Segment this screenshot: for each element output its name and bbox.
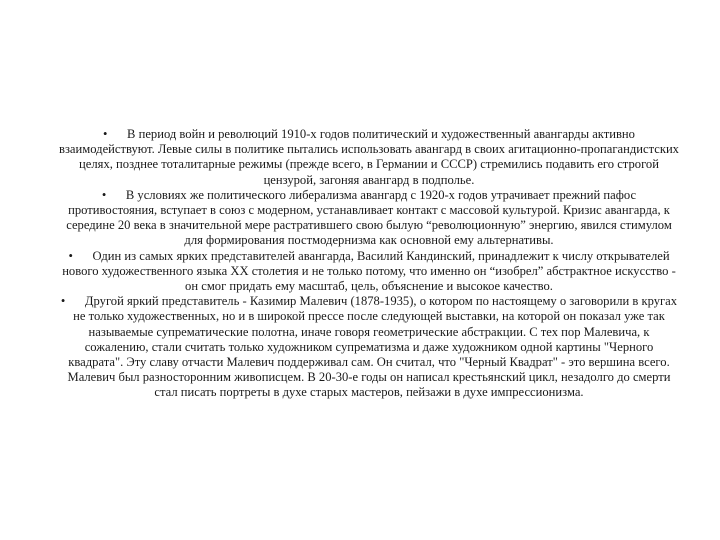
bullet-list <box>56 127 682 401</box>
bullet-icon: • <box>103 127 108 141</box>
bullet-item-4 <box>56 294 682 400</box>
bullet-text-1: В период войн и революций 1910-х годов политический и художественный авангарды активно взаимодействуют. Левые силы в политике пытались использовать авангард в своих агитационно-пропагандистских целях, позднее тоталитарные режимы (прежде всего, в Германии и СССР) стремились подавить его строгой цензурой, загоняя авангард в подполье. <box>59 127 679 187</box>
bullet-text-2: В условиях же политического либерализма авангард с 1920-х годов утрачивает прежний пафос противостояния, вступает в союз с модерном, устанавливает контакт с массовой культурой. Кризис авангарда, к середине 20 века в значительной мере растратившего свою былую “революционную” энергию, явился стимулом для формирования постмодернизма как основной ему альтернативы. <box>66 187 672 248</box>
bullet-icon: • <box>60 294 66 309</box>
bullet-item-1 <box>56 127 682 188</box>
bullet-item-2 <box>56 188 682 249</box>
bullet-item-3 <box>56 249 682 295</box>
bullet-icon: • <box>68 248 73 263</box>
bullet-text-3: Один из самых ярких представителей авангарда, Василий Кандинский, принадлежит к числу открывателей нового художественного языка XX столетия и не только потому, что именно он “изобрел” абстрактное искусство - он смог придать ему масштаб, цель, объяснение и высокое качество. <box>62 248 676 294</box>
bullet-text-4: Другой яркий представитель - Казимир Малевич (1878-1935), о котором по настоящему о заговорили в кругах не только художественных, но и в широкой прессе после следующей выставки, на которой он показал уже так называемые супрематические полотна, иначе говоря геометрические абстракции. С тех пор Малевича, к сожалению, стали считать только художником супрематизма и даже художником одной картины "Черного квадрата". Эту славу отчасти Малевич поддерживал сам. Он считал, что "Черный Квадрат" - это вершина всего. Малевич был разносторонним живописцем. В 20-30-е годы он написал крестьянский цикл, незадолго до смерти стал писать портреты в духе старых мастеров, пейзажи в духе импрессионизма. <box>67 294 678 400</box>
bullet-icon: • <box>101 187 107 202</box>
